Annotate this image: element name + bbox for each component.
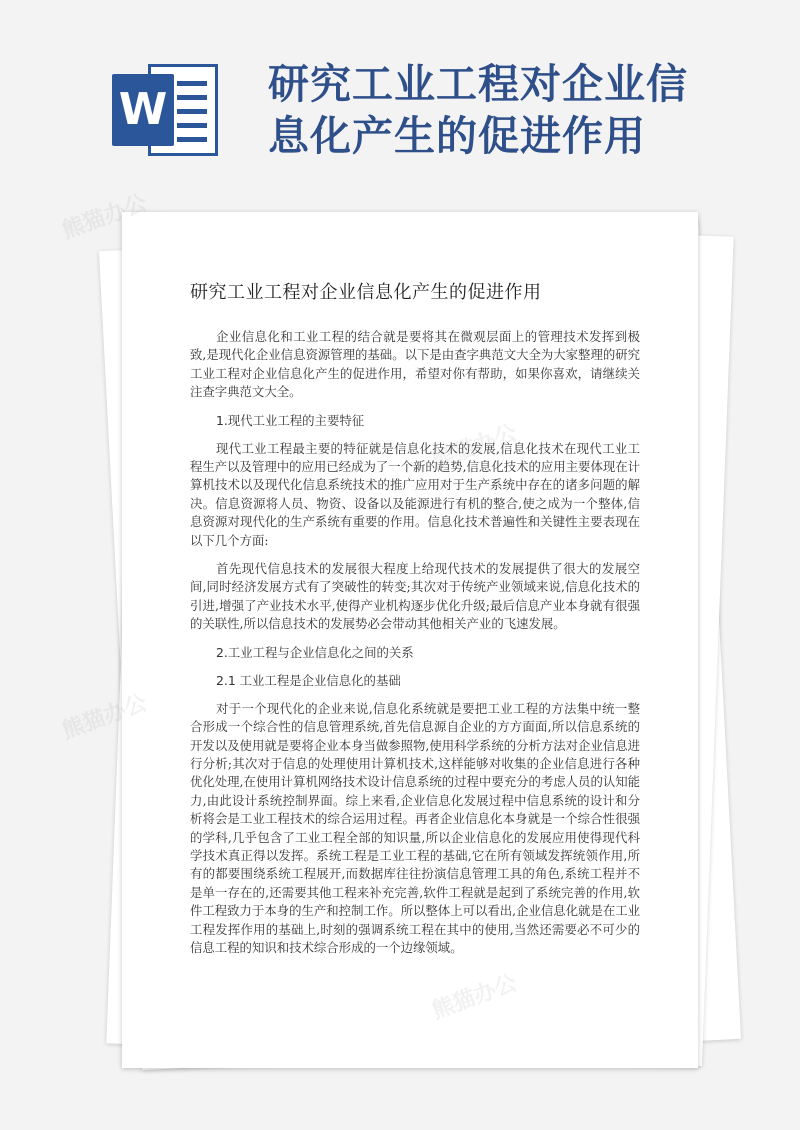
document-content (190, 278, 640, 967)
body-paragraph: 首先现代信息技术的发展很大程度上给现代技术的发展提供了很大的发展空间,同时经济发展方式有了突破性的转变;其次对于传统产业领域来说,信息化技术的引进,增强了产业技术水平,使得产业机构逐步优化升级;最后信息产业本身就有很强的关联性,所以信息技术的发展势必会带动其他相关产业的飞速发展。 (190, 561, 640, 632)
watermark: 熊猫办公 (59, 690, 151, 745)
section-heading: 2.1 工业工程是企业信息化的基础 (216, 672, 401, 688)
header-banner (0, 0, 800, 190)
document-body (190, 328, 640, 957)
word-w-badge: W (112, 74, 174, 146)
watermark: 熊猫办公 (59, 190, 151, 245)
word-document-icon (112, 64, 222, 156)
body-paragraph: 对于一个现代化的企业来说,信息化系统就是要把工业工程的方法集中统一整合形成一个综合性的信息管理系统,首先信息源自企业的方方面面,所以信息系统的开发以及使用就是要将企业本身当做参照物,使用科学系统的分析方法对企业信息进行分析;其次对于信息的处理使用计算机技术,这样能够对收集的企业信息进行各种优化处理,在使用计算机网络技术设计信息系统的过程中要充分的考虑人员的认知能力,由此设计系统控制界面。综上来看,企业信息化发展过程中信息系统的设计和分析将会是工业工程技术的综合运用过程。再者企业信息化本身就是一个综合性很强的学科,几乎包含了工业工程全部的知识量,所以企业信息化的发展应用使得现代科学技术真正得以发挥。系统工程是工业工程的基础,它在所有领域发挥统领作用,所有的都要围绕系统工程展开,而数据库往往扮演信息管理工具的角色,系统工程并不是单一存在的,还需要其他工程来补充完善,软件工程就是起到了系统完善的作用,软件工程致力于本身的生产和控制工作。所以整体上可以看出,企业信息化就是在工业工程发挥作用的基础上,时刻的强调系统工程在其中的使用,当然还需要必不可少的信息工程的知识和技术综合形成的一个边缘领域。 (190, 700, 641, 955)
body-paragraph: 企业信息化和工业工程的结合就是要将其在微观层面上的管理技术发挥到极致,是现代化企业信息资源管理的基础。以下是由查字典范文大全为大家整理的研究工业工程对企业信息化产生的促进作用，希望对你有帮助，如果你喜欢，请继续关注查字典范文大全。 (190, 329, 641, 400)
banner-title: 研究工业工程对企业信息化产生的促进作用 (268, 60, 688, 160)
section-heading: 2.工业工程与企业信息化之间的关系 (216, 644, 414, 660)
body-paragraph: 现代工业工程最主要的特征就是信息化技术的发展,信息化技术在现代工业工程生产以及管理中的应用已经成为了一个新的趋势,信息化技术的应用主要体现在计算机技术以及现代化信息系统技术的推广应用对于生产系统中存在的诸多问题的解决。信息资源将人员、物资、设备以及能源进行有机的整合,使之成为一个整体,信息资源对现代化的生产系统有重要的作用。信息化技术普遍性和关键性主要表现在以下几个方面: (190, 440, 641, 548)
document-page (122, 212, 698, 1068)
section-heading: 1.现代工业工程的主要特征 (216, 412, 365, 428)
document-title: 研究工业工程对企业信息化产生的促进作用 (190, 282, 542, 303)
